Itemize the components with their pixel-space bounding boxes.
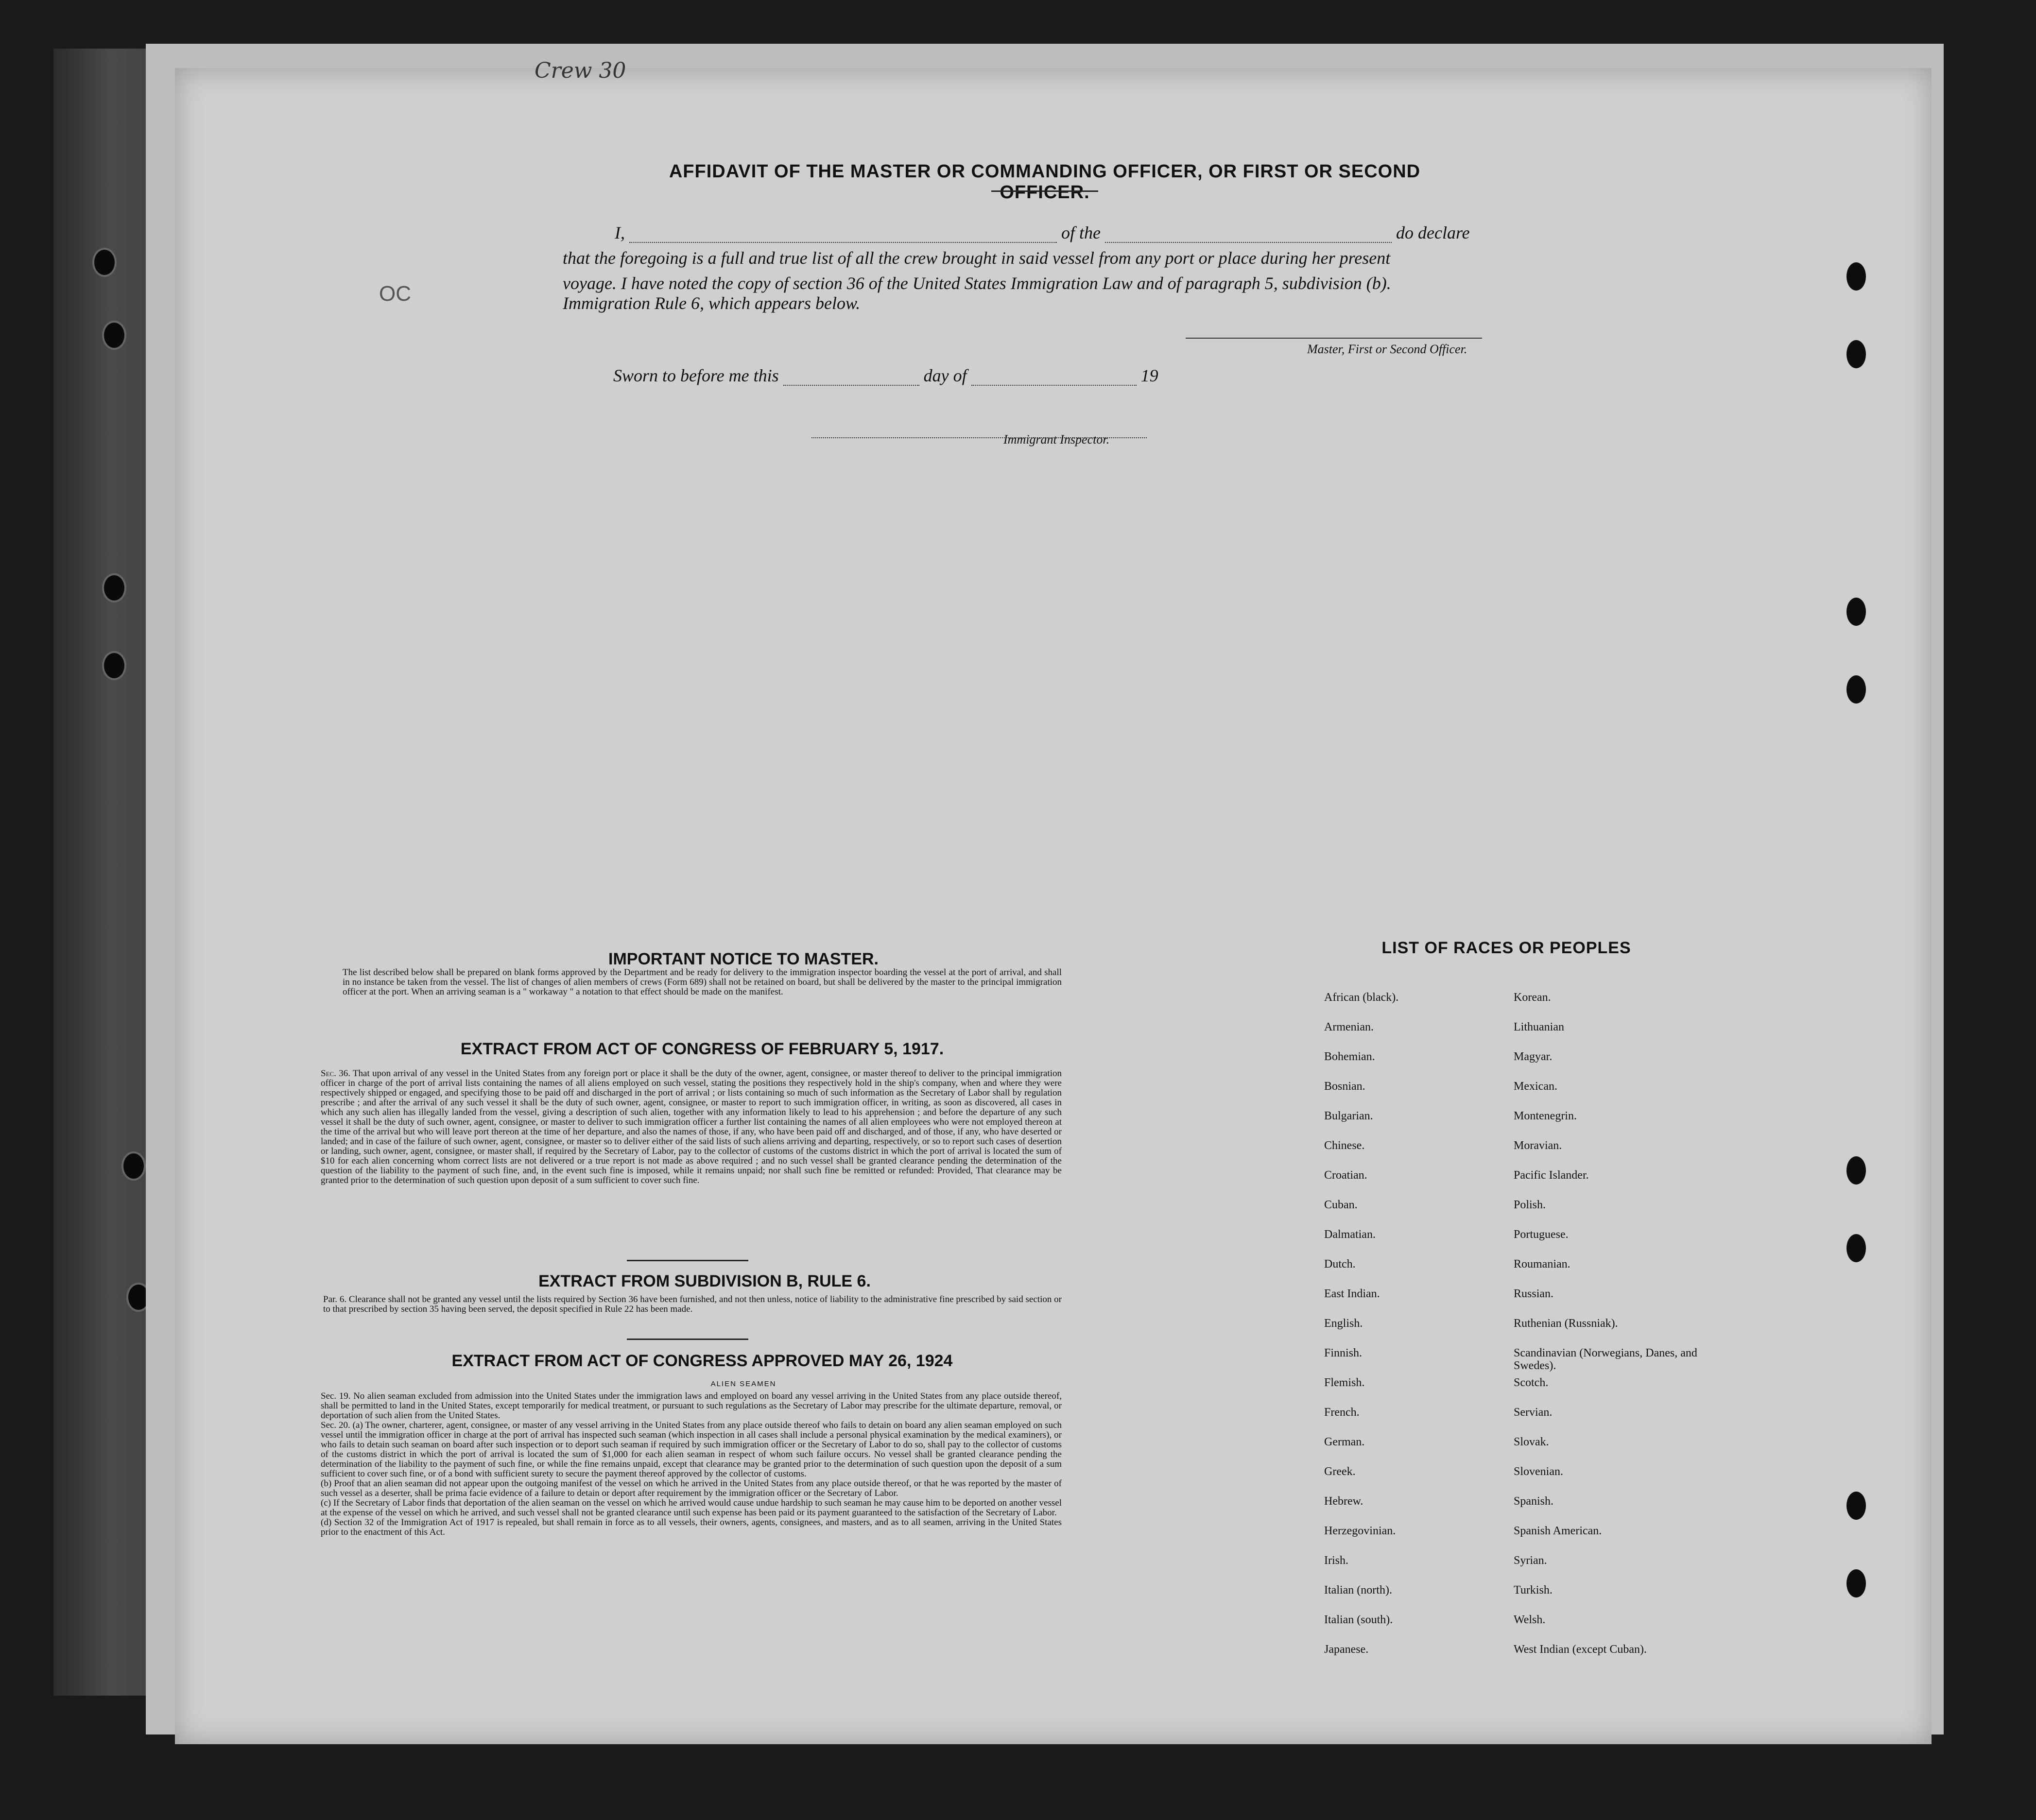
race-item: Welsh.	[1514, 1614, 1546, 1626]
sworn-label: Sworn to before me this	[613, 366, 779, 385]
race-item: Servian.	[1514, 1406, 1553, 1419]
punch-hole	[1846, 262, 1866, 291]
race-item: German.	[1324, 1436, 1365, 1448]
sworn-month-field[interactable]	[971, 385, 1137, 386]
races-right-column	[1514, 991, 1698, 1673]
extract-1917-text: That upon arrival of any vessel in the United States from any foreign port or place it shall be the duty of the owner, agent, consignee, or master thereof to deliver to the principal immigration officer in charge of the port of arrival lists containing the names of all aliens employed on such vessel, stating the positions they respectively hold in the ship's company, when and where they were respectively shipped or engaged, and specifying those to be paid off and discharged in the port of arrival ; or lists containing so much of such information as the Secretary of Labor shall by regulation prescribe ; and after the arrival of any such vessel it shall be the duty of such owner, agent, consignee, or master to report to such immigration officer, in writing, as soon as discovered, all cases in which any such alien has illegally landed from the vessel, giving a description of such alien, together with any information likely to lead to his apprehension ; and before the departure of any such vessel it shall be the duty of such owner, agent, consignee, or master to deliver to such immigration officer a further list containing the names of all alien employees who were not employed thereon at the time of the arrival but who will leave port thereon at the time of her departure, and also the names of those, if any, who have been paid off and discharged, and of those, if any, who have deserted or landed; and in case of the failure of such owner, agent, consignee, or master so to deliver either of the said lists of such aliens arriving and departing, respectively, or so to report such cases of desertion or landing, such owner, agent, consignee, or master shall, if required by the Secretary of Labor, pay to the collector of customs of the customs district in which the port of arrival is located the sum of $10 for each alien concerning whom correct lists are not delivered or a true report is not made as above required ; and no such vessel shall be granted clearance pending the determination of the question of the liability to the payment of such fine, and, in the event such fine is imposed, while it remains unpaid; nor shall such fine be remitted or refunded: Provided, That clearance may be granted prior to the determination of such question upon deposit of a sum sufficient to cover such fine.	[321, 1068, 1062, 1185]
race-item: Spanish American.	[1514, 1525, 1602, 1537]
race-item: Portuguese.	[1514, 1228, 1569, 1241]
punch-hole	[1846, 1234, 1866, 1262]
subdivision-title: EXTRACT FROM SUBDIVISION B, RULE 6.	[538, 1272, 871, 1290]
binder-hole	[121, 1151, 146, 1181]
punch-hole	[1846, 1156, 1866, 1185]
extract-1917-body	[321, 1069, 1062, 1185]
day-of-label: day of	[923, 366, 967, 385]
declarant-prefix: I,	[615, 223, 625, 242]
vessel-name-field[interactable]	[1105, 242, 1392, 243]
races-title: LIST OF RACES OR PEOPLES	[1381, 939, 1631, 957]
race-item: English.	[1324, 1317, 1363, 1330]
year-prefix: 19	[1140, 366, 1158, 385]
race-item: Italian (south).	[1324, 1614, 1393, 1626]
binder-hole	[102, 573, 126, 602]
race-item: Italian (north).	[1324, 1584, 1392, 1597]
sworn-line	[613, 365, 1158, 386]
race-item: Russian.	[1514, 1288, 1554, 1300]
extract-1917-section: Sec. 36.	[321, 1068, 350, 1079]
punch-hole	[1846, 598, 1866, 626]
race-item: Roumanian.	[1514, 1258, 1570, 1271]
race-item: Dalmatian.	[1324, 1228, 1376, 1241]
section-20a-text: Sec. 20. (a) The owner, charterer, agent, consignee, or master of any vessel arriving in the United States from any place outside thereof who fails to detain on board any alien seaman employed on such vessel until the immigration officer in charge at the port of arrival has inspected such seaman (which inspection in all cases shall include a personal physical examination by the medical examiners), or who fails to detain such seaman on board after such inspection or to deport such seaman if required by such immigration officer or the Secretary of Labor to do so, shall pay to the collector of customs of the customs district in which the port of arrival is located the sum of $1,000 for each alien seaman in respect of whom such failure occurs. No vessel shall be granted clearance pending the determination of the liability to the payment of such fine, or while the fine remains unpaid, except that clearance may be granted prior to the determination of such question upon the deposit of a sum sufficient to cover such fine, or of a bond with sufficient surety to secure the payment thereof approved by the collector of customs.	[321, 1420, 1062, 1479]
inspector-signature-label: Immigrant Inspector.	[1003, 432, 1110, 446]
race-item: Mexican.	[1514, 1080, 1557, 1093]
punch-hole	[1846, 675, 1866, 704]
binder-hole	[102, 651, 126, 680]
race-item: Hebrew.	[1324, 1495, 1363, 1508]
race-item: Bulgarian.	[1324, 1110, 1373, 1122]
race-item: Bohemian.	[1324, 1050, 1375, 1063]
race-item: Finnish.	[1324, 1347, 1363, 1359]
race-item: Chinese.	[1324, 1139, 1365, 1152]
race-item: Korean.	[1514, 991, 1551, 1004]
race-item: Armenian.	[1324, 1021, 1374, 1033]
race-item: Magyar.	[1514, 1050, 1553, 1063]
notice-title: IMPORTANT NOTICE TO MASTER.	[608, 950, 879, 968]
title-rule	[991, 190, 1098, 192]
race-item: Montenegrin.	[1514, 1110, 1577, 1122]
race-item: Slovenian.	[1514, 1465, 1563, 1478]
section-20d-text: (d) Section 32 of the Immigration Act of 1917 is repealed, but shall remain in force as to all vessels, their owners, agents, consignees, and masters, and as to all seamen, arriving in the United States prior to the enactment of this Act.	[321, 1517, 1062, 1537]
race-item: Bosnian.	[1324, 1080, 1365, 1093]
binder-hole	[102, 321, 126, 350]
subdivision-body: Par. 6. Clearance shall not be granted any vessel until the lists required by Section 36 have been furnished, and not then unless, notice of liability to the administrative fine prescribed by said section or to that prescribed by section 35 having been served, the deposit specified in Rule 22 has been made.	[323, 1294, 1062, 1314]
races-left-column	[1324, 991, 1398, 1673]
race-item: Syrian.	[1514, 1554, 1547, 1567]
declarant-name-field[interactable]	[629, 242, 1057, 243]
affidavit-line-4: Immigration Rule 6, which appears below.	[563, 293, 861, 313]
handwritten-note: Crew 30	[535, 58, 626, 83]
section-divider	[627, 1339, 748, 1340]
race-item: Scandinavian (Norwegians, Danes, and Swedes).	[1514, 1347, 1697, 1372]
extract-1924-subtitle: ALIEN SEAMEN	[710, 1380, 776, 1388]
race-item: Lithuanian	[1514, 1021, 1564, 1033]
extract-1924-title: EXTRACT FROM ACT OF CONGRESS APPROVED MAY 26, 1924	[451, 1352, 953, 1370]
section-20b-text: (b) Proof that an alien seaman did not appear upon the outgoing manifest of the vessel on which he arrived in the United States from any place outside thereof, or that he was reported by the master of such vessel as a deserter, shall be prima facie evidence of a failure to detain or deport after requirement by the immigration officer or the Secretary of Labor.	[321, 1478, 1062, 1498]
notice-body: The list described below shall be prepared on blank forms approved by the Department and be ready for delivery to the immigration inspector boarding the vessel at the port of arrival, and shall in no instance be taken from the vessel. The list of changes of alien members of crews (Form 689) shall not be retained on board, but shall be delivered by the master to the principal immigration officer at the port. When an arriving seaman is a " workaway " a notation to that effect should be made on the manifest.	[343, 967, 1062, 997]
punch-hole	[1846, 340, 1866, 368]
race-item: Irish.	[1324, 1554, 1348, 1567]
do-declare-label: do declare	[1396, 223, 1470, 242]
race-item: Japanese.	[1324, 1643, 1369, 1656]
affidavit-line-3: voyage. I have noted the copy of section 36 of the United States Immigration Law and of paragraph 5, subdivision (b).	[563, 274, 1391, 293]
officer-signature-line[interactable]	[1186, 338, 1482, 339]
officer-signature-label: Master, First or Second Officer.	[1307, 342, 1467, 356]
race-item: Herzegovinian.	[1324, 1525, 1396, 1537]
race-item: Croatian.	[1324, 1169, 1367, 1182]
extract-1917-title: EXTRACT FROM ACT OF CONGRESS OF FEBRUARY 5, 1917.	[460, 1040, 944, 1058]
race-item: Scotch.	[1514, 1376, 1549, 1389]
affidavit-line-2: that the foregoing is a full and true list of all the crew brought in said vessel from any port or place during her present	[563, 248, 1391, 268]
race-item: Pacific Islander.	[1514, 1169, 1589, 1182]
race-item: Moravian.	[1514, 1139, 1562, 1152]
race-item: Slovak.	[1514, 1436, 1549, 1448]
race-item: African (black).	[1324, 991, 1399, 1004]
of-the-label: of the	[1061, 223, 1101, 242]
race-item: Flemish.	[1324, 1376, 1365, 1389]
affidavit-title: AFFIDAVIT OF THE MASTER OR COMMANDING OFFICER, OR FIRST OR SECOND OFFICER.	[669, 161, 1421, 203]
binder-hole	[92, 248, 117, 277]
extract-1924-body	[321, 1391, 1062, 1537]
race-item: Spanish.	[1514, 1495, 1554, 1508]
section-divider	[627, 1260, 748, 1261]
race-item: Cuban.	[1324, 1199, 1358, 1211]
race-item: Turkish.	[1514, 1584, 1553, 1597]
race-item: Greek.	[1324, 1465, 1356, 1478]
section-20c-text: (c) If the Secretary of Labor finds that deportation of the alien seaman on the vessel on which he arrived would cause undue hardship to such seaman he may cause him to be deported on another vessel at the expense of the vessel on which he arrived, and such vessel shall not be granted clearance until such expense has been paid or its payment guaranteed to the satisfaction of the Secretary of Labor.	[321, 1498, 1062, 1518]
race-item: West Indian (except Cuban).	[1514, 1643, 1647, 1656]
race-item: Polish.	[1514, 1199, 1546, 1211]
punch-hole	[1846, 1569, 1866, 1597]
sworn-day-field[interactable]	[783, 385, 919, 386]
race-item: French.	[1324, 1406, 1360, 1419]
punch-hole	[1846, 1492, 1866, 1520]
page-mark: OC	[379, 282, 411, 306]
affidavit-line-1	[615, 223, 1470, 243]
race-item: Dutch.	[1324, 1258, 1356, 1271]
race-item: East Indian.	[1324, 1288, 1380, 1300]
section-19-text: Sec. 19. No alien seaman excluded from admission into the United States under the immigration laws and employed on board any vessel arriving in the United States from any place outside thereof, shall be permitted to land in the United States, except temporarily for medical treatment, or pursuant to such regulations as the Secretary of Labor may prescribe for the ultimate departure, removal, or deportation of such alien from the United States.	[321, 1391, 1062, 1421]
race-item: Ruthenian (Russniak).	[1514, 1317, 1618, 1330]
